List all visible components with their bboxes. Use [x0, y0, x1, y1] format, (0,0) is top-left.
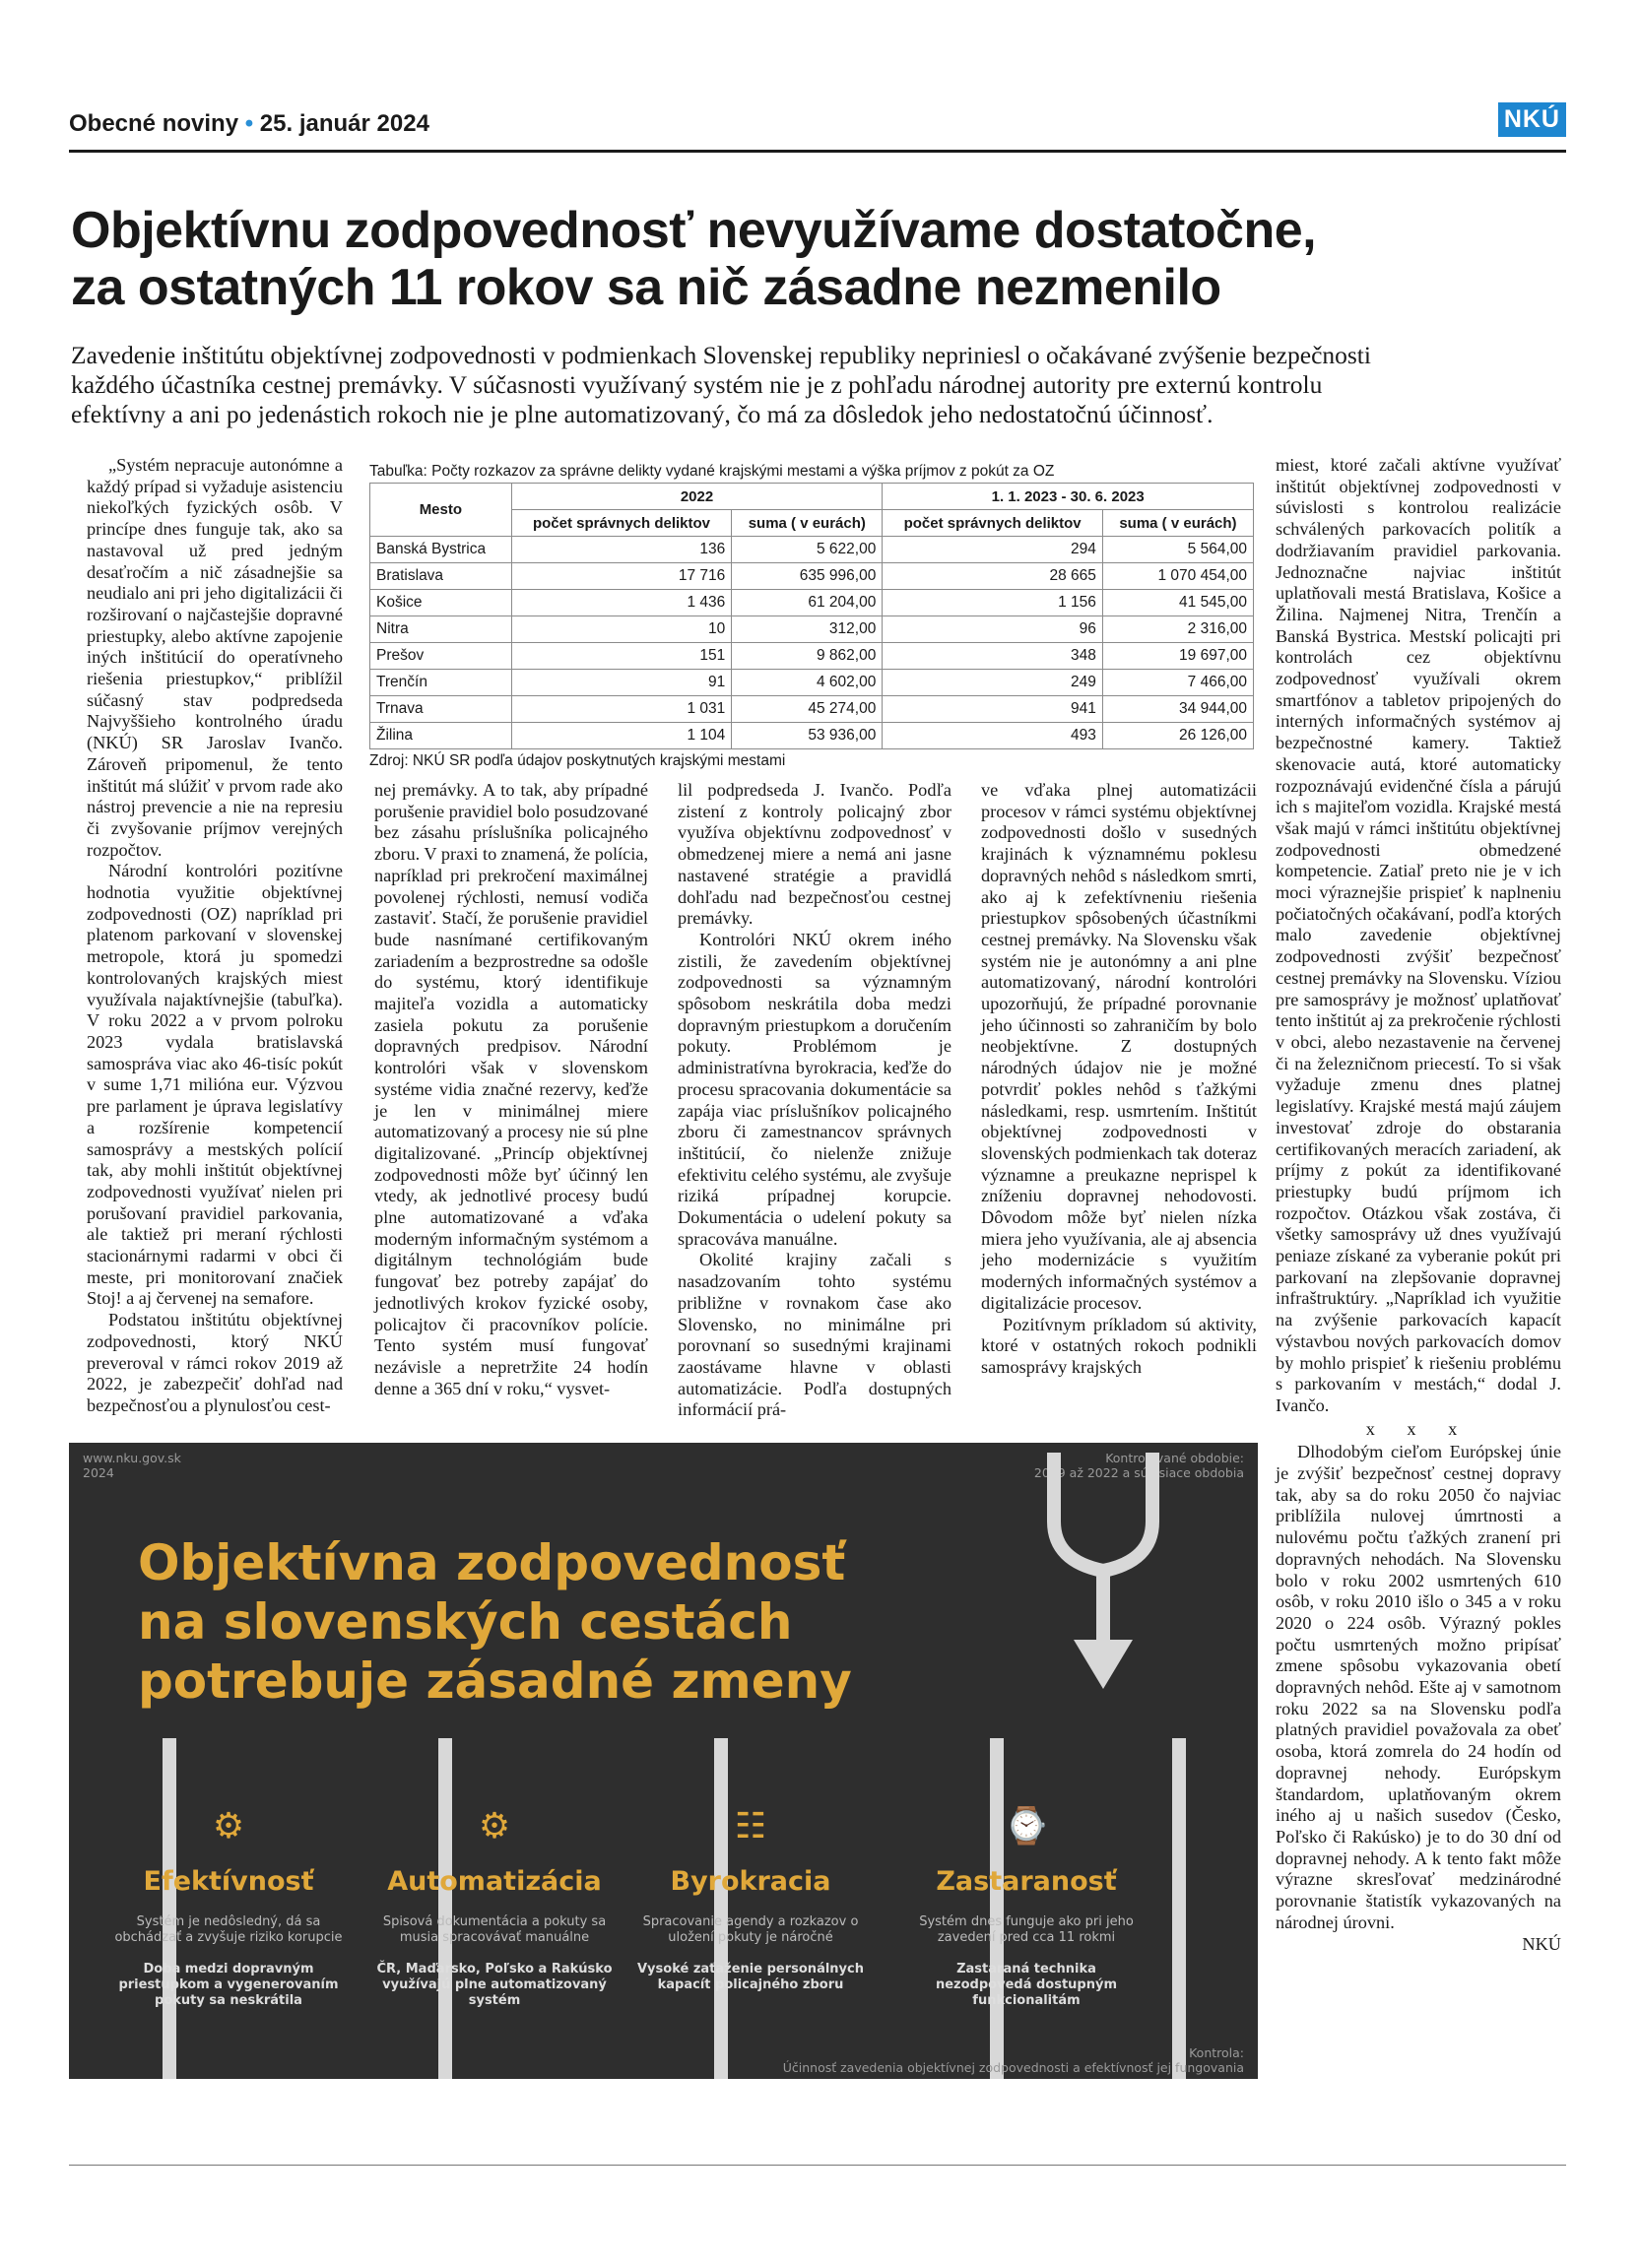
count-2023-cell: 294 — [883, 537, 1103, 563]
sum-2023-cell: 26 126,00 — [1102, 723, 1253, 749]
section-icon: ⚙ — [212, 1806, 245, 1847]
count-2023-cell: 493 — [883, 723, 1103, 749]
infographic-title-line-3: potrebuje zásadné zmeny — [138, 1652, 852, 1710]
sum-2022-cell: 635 996,00 — [732, 563, 883, 590]
table-row — [370, 537, 1254, 563]
paragraph: miest, ktoré začali aktívne využívať inštitút objektívnej zodpovednosti v súvislosti s kontrolou realizácie schválených parkovacích politík a dodržiavaním pravidiel parkovania. Jednoznačne najviac inštitút uplatňovali mestá Bratislava, Košice a Žilina. Najmenej Nitra, Trenčín a Banská Bystrica. Mestskí policajti pri kontrolách cez objektívnu zodpovednosť využívali okrem smartfónov a tabletov pripojených do interných informačných systémov aj bezpečnostné kamery. Taktiež skenovacie autá, ktoré automaticky rozpoznávajú evidenčné čísla a párujú ich s majiteľom vozidla. Krajské mestá však majú v rámci inštitútu objektívnej zodpovednosti obmedzené kompetencie. Zatiaľ preto nie je v ich moci výraznejšie prispieť k naplneniu počiatočných očakávaní, podľa ktorých malo zavedenie objektívnej zodpovednosti zvýšiť bezpečnosť cestnej premávky na Slovensku. Víziou pre samosprávy je možnosť uplatňovať tento inštitút aj za prekročenie rýchlosti v obci, alebo nezastavenie na červenej či na železničnom priecestí. To si však vyžaduje zmenu dnes platnej legislatívy. Krajské mestá majú záujem investovať zdroje do obstarania certifikovaných meracích zariadení, ak príjmy z pokút za identifikované priestupky budú príjmom ich rozpočtov. Otázkou však zostáva, či všetky samosprávy už dnes využívajú peniaze získané za vyberanie pokút pri parkovaní na zlepšovanie dopravnej infraštruktúry. „Napríklad ich využitie na zvýšenie parkovacích kapacít výstavbou nových parkovacích domov by mohlo prispieť k riešeniu problému s parkovaním v mestách,“ dodal J. Ivančo. — [1276, 455, 1561, 1415]
data-table — [369, 463, 1254, 770]
count-2023-cell: 96 — [883, 616, 1103, 643]
count-2022-cell: 136 — [511, 537, 732, 563]
sum-2023-cell: 1 070 454,00 — [1102, 563, 1253, 590]
paragraph: Dlhodobým cieľom Európskej únie je zvýšiť bezpečnosť cestnej dopravy tak, aby sa do roku 2050 čo najviac priblížila nulovej úmrtnosti a nulovému počtu ťažkých zranení pri dopravných nehodách. Na Slovensku bolo v roku 2002 usmrtených 610 osôb, v roku 2010 išlo o 345 a v roku 2020 o 224 osôb. Výrazný pokles počtu usmrtených možno pripísať zmene spôsobu vykazovania obetí dopravných nehôd. Ešte aj v samotnom roku 2022 sa na Slovensku podľa platných pravidiel považovala za obeť osoba, ktorá zomrela do 24 hodín od dopravnej nehody. Európskym štandardom, uplatňovaným okrem iného aj u našich susedov (Česko, Poľsko či Rakúsko) je to do 30 dní od dopravnej nehody. A k tento fakt môže výrazne skresľovať medzinárodné porovnanie štatistík vykazovaných na národnej úrovni. — [1276, 1442, 1561, 1932]
infographic-year: 2024 — [83, 1465, 114, 1480]
count-2023-cell: 1 156 — [883, 590, 1103, 616]
header-sum: suma ( v eurách) — [1102, 510, 1253, 537]
section-text: Spisová dokumentácia a pokuty sa musia spracovávať manuálne — [382, 1914, 607, 1945]
article-column-2 — [374, 780, 648, 1399]
footer-value: Účinnosť zavedenia objektívnej zodpovednosti a efektívnosť jej fungovania — [782, 2060, 1244, 2075]
author-signature: NKÚ — [1522, 1933, 1561, 1954]
paragraph: nej premávky. A to tak, aby prípadné porušenie pravidiel bolo posudzované bez zásahu príslušníka policajného zboru. V praxi to znamená, že polícia, napríklad pri prekročení maximálnej povolenej rýchlosti, nemusí vodiča zastaviť. Stačí, že porušenie pravidiel bude nasnímané certifikovaným zariadením a bezprostredne sa odošle do systému, ktorý identifikuje majiteľa vozidla a automaticky zasiela pokutu za porušenie dopravných predpisov. Národní kontrolóri však v slovenskom systéme vidia značné rezervy, keďže je len v minimálnej miere automatizovaný a procesy nie sú plne digitalizované. „Princíp objektívnej zodpovednosti môže byť účinný len vtedy, ak jednotlivé procesy budú plne automatizované a vďaka moderným informačným systémom a digitálnym technológiám bude fungovať bez potreby zapájať do jednotlivých krokov fyzické osoby, policajtov či pracovníkov polície. Tento systém musí fungovať nezávisle a nepretržite 24 hodín denne a 365 dní v roku,“ vysvet- — [374, 780, 649, 1398]
separator-dot: • — [244, 110, 254, 137]
sum-2022-cell: 312,00 — [732, 616, 883, 643]
count-2022-cell: 1 104 — [511, 723, 732, 749]
count-2023-cell: 941 — [883, 696, 1103, 723]
sum-2023-cell: 7 466,00 — [1102, 670, 1253, 696]
infographic-section — [908, 1787, 1145, 2009]
headline-line-1: Objektívnu zodpovednosť nevyužívame dostatočne, — [71, 202, 1317, 259]
header-sum: suma ( v eurách) — [732, 510, 883, 537]
page-header — [69, 105, 1566, 153]
paragraph: lil podpredseda J. Ivančo. Podľa zistení z kontroly policajný zbor využíva objektívnu zodpovednosť v obmedzenej miere a nemá ani jasne nastavené stratégie a pravidlá dohľadu nad bezpečnosťou cestnej premávky. — [678, 780, 951, 929]
section-title: Automatizácia — [387, 1866, 602, 1897]
table-row — [370, 563, 1254, 590]
infographic-footer — [783, 2045, 1244, 2075]
sum-2022-cell: 61 204,00 — [732, 590, 883, 616]
infographic-section — [632, 1787, 869, 1993]
lead-line-1: Zavedenie inštitútu objektívnej zodpovednosti v podmienkach Slovenskej republiky nepriniesl o očakávané zvýšenie bezpečnosti — [71, 341, 1371, 369]
section-text: Spracovanie agendy a rozkazov o uložení pokuty je náročné — [642, 1914, 859, 1945]
lead-paragraph — [71, 341, 1563, 429]
paragraph: „Systém nepracuje autonómne a každý prípad si vyžaduje asistenciu niekoľkých fyzických osôb. V princípe dnes funguje tak, ako sa nastavoval už pred jedným desaťročím a nič zásadnejšie sa neudialo ani pri jeho digitalizácii či rozširovaní o najčastejšie dopravné priestupky, alebo aktívne zapojenie iných inštitúcií do operatívneho riešenia priestupkov,“ priblížil súčasný stav podpredseda Najvyššieho kontrolného úradu (NKÚ) SR Jaroslav Ivančo. Zároveň pripomenul, že tento inštitút má slúžiť v prvom rade ako nástroj prevencie a nie na represiu či zvyšovanie príjmov verejných rozpočtov. — [87, 455, 343, 860]
period-label: Kontrolované obdobie: — [1105, 1451, 1244, 1465]
section-icon: ⌚ — [1004, 1806, 1049, 1847]
road-post — [1172, 1738, 1186, 2079]
section-icon: ⚙ — [478, 1806, 511, 1847]
section-text: Systém je nedôsledný, dá sa obchádzať a zvyšuje riziko korupcie — [114, 1914, 343, 1945]
sum-2022-cell: 9 862,00 — [732, 643, 883, 670]
road-arrow-icon — [1034, 1453, 1172, 1699]
table-row — [370, 696, 1254, 723]
count-2022-cell: 17 716 — [511, 563, 732, 590]
infographic-title — [138, 1533, 852, 1711]
paragraph: Národní kontrolóri pozitívne hodnotia využitie objektívnej zodpovednosti (OZ) napríklad pri platenom parkovaní v slovenskej metropole, ktorá ju spomedzi kontrolovaných krajských miest využívala najaktívnejšie (tabuľka). V roku 2022 a v prvom polroku 2023 vydala bratislavská samospráva viac ako 46-tisíc pokút v sume 1,71 milióna eur. Výzvou pre parlament je úprava legislatívy a rozšírenie kompetencií samosprávy a mestských polícií tak, aby mohli inštitút objektívnej zodpovednosti využívať nielen pri porušovaní pravidiel parkovania, ale taktiež pri meraní rýchlosti stacionárnymi radarmi v obci či meste, pri monitorovaní značiek Stoj! a aj červenej na semafore. — [87, 861, 343, 1309]
city-cell: Banská Bystrica — [370, 537, 512, 563]
city-cell: Prešov — [370, 643, 512, 670]
lead-line-3: efektívny a ani po jedenástich rokoch nie je plne automatizovaný, čo má za dôsledok jeho nedostatočnú účinnosť. — [71, 400, 1214, 428]
sum-2023-cell: 2 316,00 — [1102, 616, 1253, 643]
issue-date: 25. január 2024 — [259, 110, 429, 137]
section-highlight: ČR, Maďarsko, Poľsko a Rakúsko využívajú plne automatizovaný systém — [376, 1962, 613, 2008]
city-cell: Trenčín — [370, 670, 512, 696]
count-2022-cell: 1 031 — [511, 696, 732, 723]
sum-2023-cell: 41 545,00 — [1102, 590, 1253, 616]
table-row — [370, 670, 1254, 696]
table-source: Zdroj: NKÚ SR podľa údajov poskytnutých krajskými mestami — [369, 752, 786, 769]
section-highlight: Vysoké zaťaženie personálnych kapacít policajného zboru — [637, 1962, 864, 1992]
infographic-source — [83, 1451, 181, 1480]
city-cell: Trnava — [370, 696, 512, 723]
article-column-4 — [981, 780, 1257, 1379]
nku-logo: NKÚ — [1498, 102, 1566, 137]
section-title: Efektívnosť — [143, 1866, 314, 1897]
section-text: Systém dnes funguje ako pri jeho zavedení pred cca 11 rokmi — [919, 1914, 1134, 1945]
count-2023-cell: 28 665 — [883, 563, 1103, 590]
section-highlight: Doba medzi dopravným priestupkom a vygenerovaním pokuty sa neskrátila — [118, 1962, 339, 2008]
count-2023-cell: 249 — [883, 670, 1103, 696]
count-2022-cell: 91 — [511, 670, 732, 696]
section-title: Zastaranosť — [936, 1866, 1117, 1897]
city-cell: Nitra — [370, 616, 512, 643]
city-cell: Žilina — [370, 723, 512, 749]
headline-line-2: za ostatných 11 rokov sa nič zásadne nezmenilo — [71, 259, 1221, 316]
infographic-section — [376, 1787, 613, 2009]
header-period-2: 1. 1. 2023 - 30. 6. 2023 — [883, 484, 1254, 510]
table-row — [370, 590, 1254, 616]
fines-table — [369, 483, 1254, 749]
section-icon: ☷ — [734, 1806, 767, 1847]
table-header-row — [370, 484, 1254, 510]
article-column-5 — [1276, 455, 1561, 1955]
table-row — [370, 643, 1254, 670]
infographic-section — [110, 1787, 347, 2009]
sum-2022-cell: 5 622,00 — [732, 537, 883, 563]
paragraph: ve vďaka plnej automatizácii procesov v rámci systému objektívnej zodpovednosti došlo v susedných krajinách k významnému poklesu dopravných nehôd s následkom smrti, ako aj k zefektívneniu riešenia priestupkov spôsobených účastníkmi cestnej premávky. Na Slovensku však systém nie je autonómny a ani plne automatizovaný, národní kontrolóri upozorňujú, že prípadné porovnanie jeho účinnosti so zahraničím by bolo neobjektívne. Z dostupných národných údajov nie je možné potvrdiť pokles nehôd s ťažkými následkami, resp. usmrtením. Inštitút objektívnej zodpovednosti v slovenských podmienkach tak doteraz významne a preukazne neprispel k zníženiu dopravnej nehodovosti. Dôvodom môže byť nielen nízka miera jeho využívania, ale aj absencia jeho modernizácie s využitím moderných informačných systémov a digitalizácie procesov. — [981, 780, 1257, 1313]
paragraph: Podstatou inštitútu objektívnej zodpovednosti, ktorý NKÚ preveroval v rámci rokov 2019 až 2022, je zabezpečiť dohľad nad bezpečnosťou a plynulosťou cest- — [87, 1310, 343, 1415]
sum-2022-cell: 45 274,00 — [732, 696, 883, 723]
count-2022-cell: 10 — [511, 616, 732, 643]
infographic — [69, 1443, 1258, 2079]
section-title: Byrokracia — [670, 1866, 831, 1897]
headline — [71, 202, 1568, 316]
table-row — [370, 723, 1254, 749]
infographic-title-line-2: na slovenských cestách — [138, 1593, 793, 1651]
header-count: počet správnych deliktov — [883, 510, 1103, 537]
header-count: počet správnych deliktov — [511, 510, 732, 537]
publication-name: Obecné noviny — [69, 110, 239, 137]
publication-line — [69, 110, 429, 138]
count-2022-cell: 1 436 — [511, 590, 732, 616]
table-caption: Tabuľka: Počty rozkazov za správne delikty vydané krajskými mestami a výška príjmov z pokút za OZ — [369, 463, 1055, 480]
paragraph: Okolité krajiny začali s nasadzovaním tohto systému približne v rovnakom čase ako Slovensko, no minimálne pri porovnaní so susednými krajinami zaostávame hlavne v oblasti automatizácie. Podľa dostupných informácií prá- — [678, 1250, 951, 1420]
paragraph: Pozitívnym príkladom sú aktivity, ktoré v ostatných rokoch podnikli samosprávy krajských — [981, 1314, 1257, 1377]
sum-2022-cell: 53 936,00 — [732, 723, 883, 749]
sum-2023-cell: 5 564,00 — [1102, 537, 1253, 563]
infographic-web: www.nku.gov.sk — [83, 1451, 181, 1465]
bottom-rule — [69, 2165, 1566, 2166]
article-column-3 — [678, 780, 951, 1421]
lead-line-2: každého účastníka cestnej premávky. V súčasnosti využívaný systém nie je z pohľadu národnej autority pre externú kontrolu — [71, 370, 1323, 399]
article-column-1 — [87, 455, 343, 1417]
header-city: Mesto — [370, 484, 512, 537]
sum-2023-cell: 34 944,00 — [1102, 696, 1253, 723]
city-cell: Bratislava — [370, 563, 512, 590]
infographic-title-line-1: Objektívna zodpovednosť — [138, 1534, 846, 1591]
table-row — [370, 616, 1254, 643]
sum-2022-cell: 4 602,00 — [732, 670, 883, 696]
city-cell: Košice — [370, 590, 512, 616]
sum-2023-cell: 19 697,00 — [1102, 643, 1253, 670]
paragraph: Kontrolóri NKÚ okrem iného zistili, že zavedením objektívnej zodpovednosti sa významným spôsobom neskrátila doba medzi dopravným priestupkom a doručením pokuty. Problémom je administratívna byrokracia, keďže do procesu spracovania dokumentácie sa zapája viac príslušníkov policajného zboru či zamestnancov správnych inštitúcií, čo nielenže znižuje efektivitu celého systému, ale zvyšuje riziká prípadnej korupcie. Dokumentácia o udelení pokuty sa spracováva manuálne. — [678, 929, 951, 1249]
footer-label: Kontrola: — [1189, 2045, 1244, 2060]
count-2022-cell: 151 — [511, 643, 732, 670]
period-value: 2019 až 2022 a súvisiace obdobia — [1033, 1465, 1244, 1480]
section-highlight: Zastaraná technika nezodpovedá dostupným funkcionalitám — [935, 1962, 1118, 2008]
header-period-1: 2022 — [511, 484, 883, 510]
count-2023-cell: 348 — [883, 643, 1103, 670]
section-divider: x x x — [1365, 1418, 1472, 1439]
